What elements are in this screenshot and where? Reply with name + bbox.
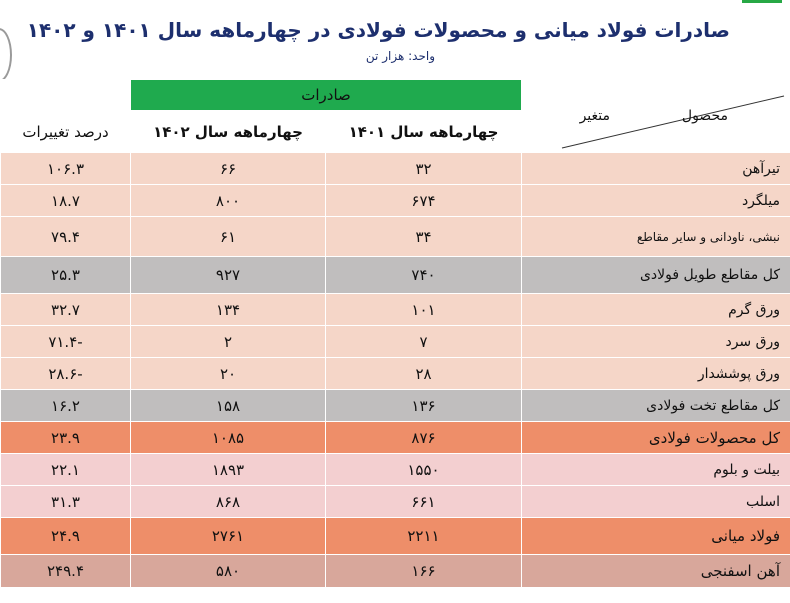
cell-change: ۱۶.۲ <box>1 390 131 422</box>
cell-change: ۲۵.۳ <box>1 257 131 294</box>
cell-change: ۱۰۶.۳ <box>1 153 131 185</box>
row-label: آهن اسفنجی <box>522 555 790 588</box>
cell-1401: ۲۲۱۱ <box>326 518 522 555</box>
row-label: میلگرد <box>522 185 790 217</box>
cell-1401: ۸۷۶ <box>326 422 522 454</box>
cell-1401: ۶۷۴ <box>326 185 522 217</box>
table-row <box>1 294 790 326</box>
page-title: صادرات فولاد میانی و محصولات فولادی در چهارماهه سال ۱۴۰۱ و ۱۴۰۲ <box>26 18 730 42</box>
cell-1402: ۲۰ <box>131 358 326 390</box>
corner-header <box>522 80 790 153</box>
cell-1402: ۱۸۹۳ <box>131 454 326 486</box>
cell-change: ۲۴۹.۴ <box>1 555 131 588</box>
cell-change: ۳۱.۳ <box>1 486 131 518</box>
row-label: اسلب <box>522 486 790 518</box>
cell-1402: ۶۶ <box>131 153 326 185</box>
slide-frame-arc <box>0 28 12 82</box>
cell-1401: ۶۶۱ <box>326 486 522 518</box>
row-label: ورق سرد <box>522 326 790 358</box>
cell-1402: ۱۰۸۵ <box>131 422 326 454</box>
exports-group-header: صادرات <box>131 80 522 111</box>
cell-change: ۲۴.۹ <box>1 518 131 555</box>
cell-1401: ۱۶۶ <box>326 555 522 588</box>
cell-1402: ۵۸۰ <box>131 555 326 588</box>
table-row-total <box>1 390 790 422</box>
header-spacer <box>1 80 131 111</box>
variable-header-label: متغیر <box>579 108 610 124</box>
cell-1401: ۷۴۰ <box>326 257 522 294</box>
cell-1402: ۶۱ <box>131 217 326 257</box>
cell-1401: ۲۸ <box>326 358 522 390</box>
cell-1402: ۸۶۸ <box>131 486 326 518</box>
cell-1402: ۲ <box>131 326 326 358</box>
table-row <box>1 326 790 358</box>
cell-1401: ۱۳۶ <box>326 390 522 422</box>
row-label: فولاد میانی <box>522 518 790 555</box>
cell-change: ۷۹.۴ <box>1 217 131 257</box>
table-row <box>1 555 790 588</box>
row-label: ورق پوششدار <box>522 358 790 390</box>
cell-1402: ۱۳۴ <box>131 294 326 326</box>
table-row <box>1 358 790 390</box>
cell-1401: ۱۰۱ <box>326 294 522 326</box>
row-label: تیرآهن <box>522 153 790 185</box>
table-row-total <box>1 257 790 294</box>
table-row <box>1 153 790 185</box>
header-row-group <box>1 80 790 111</box>
cell-1401: ۱۵۵۰ <box>326 454 522 486</box>
table-row <box>1 185 790 217</box>
cell-1402: ۹۲۷ <box>131 257 326 294</box>
exports-table <box>0 79 790 588</box>
product-header-label: محصول <box>681 108 728 124</box>
row-label: بیلت و بلوم <box>522 454 790 486</box>
cell-1402: ۸۰۰ <box>131 185 326 217</box>
cell-1401: ۳۴ <box>326 217 522 257</box>
cell-change: ۲۳.۹ <box>1 422 131 454</box>
table-row <box>1 486 790 518</box>
cell-change: -۲۸.۶ <box>1 358 131 390</box>
col-header-1401: چهارماهه سال ۱۴۰۱ <box>326 111 522 153</box>
cell-1401: ۷ <box>326 326 522 358</box>
cell-1401: ۳۲ <box>326 153 522 185</box>
table-row <box>1 217 790 257</box>
cell-change: ۱۸.۷ <box>1 185 131 217</box>
table-row-highlight <box>1 518 790 555</box>
accent-bar <box>742 0 782 3</box>
table-row-highlight <box>1 422 790 454</box>
row-label: کل محصولات فولادی <box>522 422 790 454</box>
unit-note: واحد: هزار تن <box>365 49 435 63</box>
corner-diagonal-line <box>522 80 790 153</box>
table-row <box>1 454 790 486</box>
col-header-1402: چهارماهه سال ۱۴۰۲ <box>131 111 326 153</box>
row-label: نبشی، ناودانی و سایر مقاطع <box>522 217 790 257</box>
col-header-change: درصد تغییرات <box>1 111 131 153</box>
cell-1402: ۲۷۶۱ <box>131 518 326 555</box>
cell-change: ۳۲.۷ <box>1 294 131 326</box>
row-label: ورق گرم <box>522 294 790 326</box>
cell-change: ۲۲.۱ <box>1 454 131 486</box>
row-label: کل مقاطع طویل فولادی <box>522 257 790 294</box>
row-label: کل مقاطع تخت فولادی <box>522 390 790 422</box>
cell-change: -۷۱.۴ <box>1 326 131 358</box>
cell-1402: ۱۵۸ <box>131 390 326 422</box>
